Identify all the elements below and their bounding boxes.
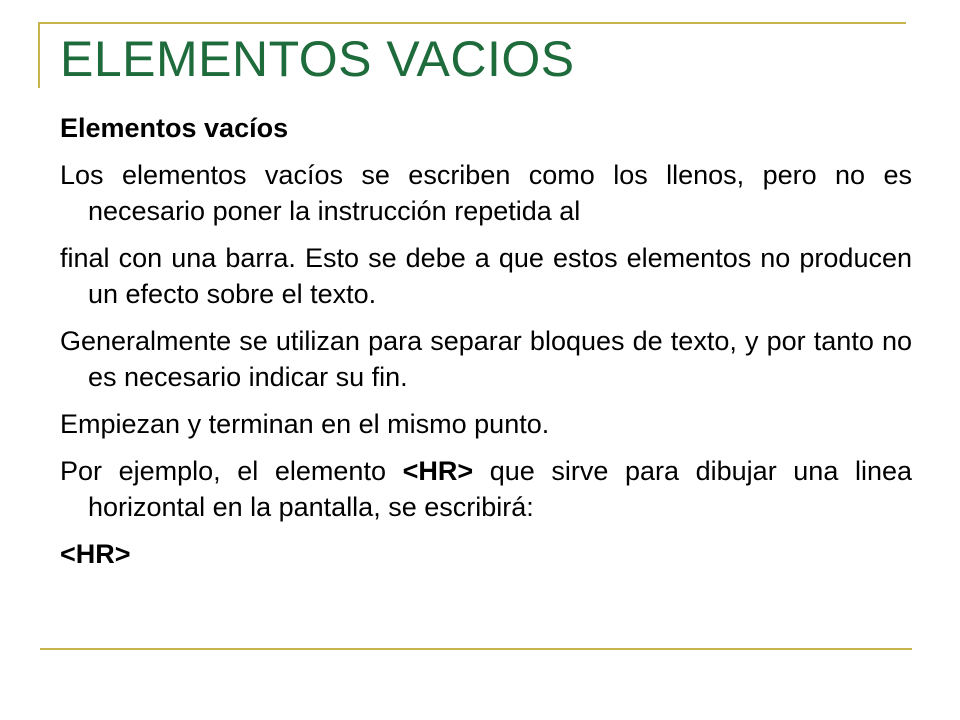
example-text-before: Por ejemplo, el elemento	[60, 456, 403, 486]
paragraph-1: Los elementos vacíos se escriben como los llenos, pero no es necesario poner la instrucción repetida al	[60, 160, 912, 226]
example-tag: <HR>	[402, 456, 474, 486]
left-decorative-rule	[38, 22, 40, 88]
top-decorative-rule	[38, 22, 906, 24]
paragraph-4: Empiezan y terminan en el mismo punto.	[60, 409, 550, 439]
bottom-decorative-rule	[40, 648, 912, 650]
slide-body	[60, 110, 912, 583]
slide-subtitle: Elementos vacíos	[60, 113, 289, 143]
final-tag-paragraph	[60, 536, 912, 572]
slide-title: ELEMENTOS VACIOS	[60, 31, 575, 87]
paragraph-3: Generalmente se utilizan para separar bloques de texto, y por tanto no es necesario indicar su fin.	[60, 326, 912, 392]
paragraph-2: final con una barra. Esto se debe a que estos elementos no producen un efecto sobre el texto.	[60, 243, 912, 309]
final-tag: <HR>	[60, 539, 131, 569]
example-paragraph	[60, 453, 912, 525]
example-text-after: que sirve para dibujar una linea horizontal en la pantalla, se escribirá:	[88, 456, 912, 522]
